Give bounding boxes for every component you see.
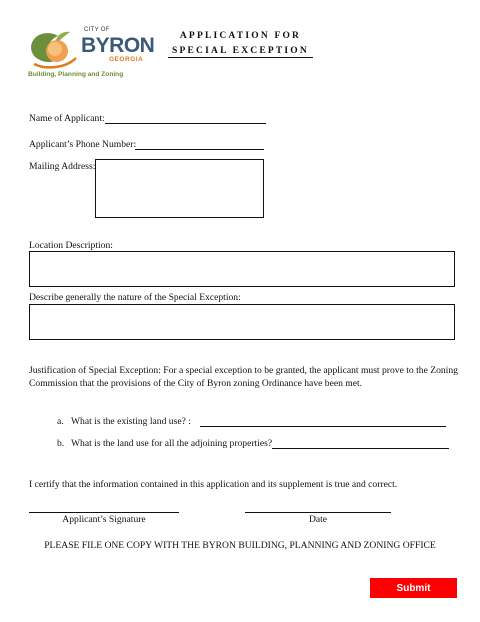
- submit-button[interactable]: Submit: [370, 578, 457, 598]
- question-a-label: What is the existing land use? :: [71, 416, 191, 427]
- date-field[interactable]: [245, 512, 391, 513]
- city-logo: [26, 26, 155, 86]
- applicant-phone-field[interactable]: [135, 149, 264, 150]
- applicant-name-label: Name of Applicant:: [29, 113, 105, 124]
- question-b-label: What is the land use for all the adjoining properties?: [71, 438, 273, 449]
- date-label: Date: [308, 514, 328, 525]
- mailing-address-field[interactable]: [95, 159, 264, 218]
- logo-georgia-text: GEORGIA: [109, 56, 144, 63]
- applicant-phone-label: Applicant’s Phone Number:: [29, 139, 137, 150]
- filing-notice: PLEASE FILE ONE COPY WITH THE BYRON BUILDING, PLANNING AND ZONING OFFICE: [44, 540, 436, 551]
- adjoining-land-use-field[interactable]: [272, 448, 449, 449]
- location-description-field[interactable]: [29, 251, 455, 287]
- title-underline: [168, 57, 313, 58]
- nature-field[interactable]: [29, 304, 455, 340]
- mailing-address-label: Mailing Address:: [29, 161, 96, 172]
- form-title-line-2: SPECIAL EXCEPTION: [172, 46, 309, 56]
- question-a-marker: a.: [57, 416, 64, 427]
- question-b-marker: b.: [57, 438, 65, 449]
- existing-land-use-field[interactable]: [200, 426, 446, 427]
- certification-text: I certify that the information contained in this application and its supplement is true and correct.: [29, 479, 398, 490]
- nature-label: Describe generally the nature of the Special Exception:: [29, 292, 241, 303]
- justification-text-line-2: Commission that the provisions of the City of Byron zoning Ordinance have been met.: [29, 378, 363, 389]
- form-title-line-1: APPLICATION FOR: [179, 31, 302, 41]
- applicant-name-field[interactable]: [105, 123, 266, 124]
- logo-department-text: Building, Planning and Zoning: [28, 71, 124, 78]
- signature-field[interactable]: [29, 512, 179, 513]
- signature-label: Applicant’s Signature: [62, 514, 146, 525]
- location-description-label: Location Description:: [29, 240, 113, 251]
- logo-byron-text: BYRON: [81, 34, 155, 57]
- logo-city-text: CITY OF: [84, 27, 110, 33]
- justification-text-line-1: Justification of Special Exception: For a special exception to be granted, the applicant must prove to the Zoning: [29, 365, 458, 376]
- peach-icon: [26, 26, 84, 72]
